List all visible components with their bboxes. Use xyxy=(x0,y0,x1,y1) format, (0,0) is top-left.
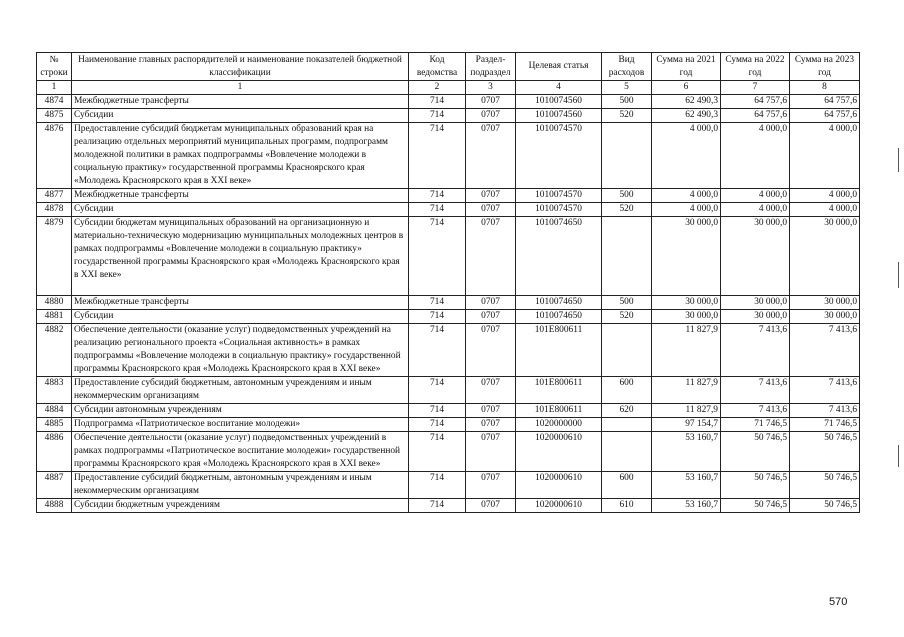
row-target-article: 1010074560 xyxy=(516,109,602,123)
row-department-code: 714 xyxy=(409,109,466,123)
row-name: Субсидии xyxy=(72,203,409,217)
column-number: 7 xyxy=(721,81,790,95)
row-name: Субсидии бюджетам муниципальных образований на организационную и материально-техническую модернизацию муниципальных молодежных центров в рамках подпрограммы «Вовлечение молодежи в социальную практику» государственной программы Красноярского края «Молодежь Красноярского края в XXI веке» xyxy=(72,217,409,296)
row-number: 4874 xyxy=(37,95,72,109)
row-department-code: 714 xyxy=(409,324,466,377)
row-sum-2022: 7 413,6 xyxy=(721,377,790,404)
header-sum-2023: Сумма на 2023 год xyxy=(790,53,860,81)
scan-edge-mark xyxy=(898,148,899,172)
row-name: Обеспечение деятельности (оказание услуг) подведомственных учреждений в рамках подпрограммы «Патриотическое воспитание молодежи» государственной программы Красноярского края «Молодежь Красноярского края в XXI веке» xyxy=(72,432,409,472)
row-sum-2021: 11 827,9 xyxy=(652,324,721,377)
row-sum-2021: 62 490,3 xyxy=(652,109,721,123)
table-row xyxy=(37,189,860,203)
table-row xyxy=(37,109,860,123)
row-number: 4884 xyxy=(37,404,72,418)
row-department-code: 714 xyxy=(409,123,466,189)
row-sum-2022: 4 000,0 xyxy=(721,123,790,189)
row-section: 0707 xyxy=(466,109,516,123)
row-sum-2023: 30 000,0 xyxy=(790,217,860,296)
row-target-article: 101E800611 xyxy=(516,324,602,377)
row-target-article: 1010074650 xyxy=(516,217,602,296)
row-sum-2023: 71 746,5 xyxy=(790,418,860,432)
table-row xyxy=(37,324,860,377)
header-target-article: Целевая статья xyxy=(516,53,602,81)
row-sum-2021: 11 827,9 xyxy=(652,377,721,404)
row-expense-type: 500 xyxy=(602,189,652,203)
row-number: 4888 xyxy=(37,499,72,513)
row-sum-2023: 7 413,6 xyxy=(790,404,860,418)
scan-edge-mark xyxy=(898,445,899,467)
row-expense-type xyxy=(602,324,652,377)
row-number: 4886 xyxy=(37,432,72,472)
row-name: Предоставление субсидий бюджетным, автономным учреждениям и иным некоммерческим организациям xyxy=(72,472,409,499)
table-header-row xyxy=(37,53,860,81)
row-name: Субсидии бюджетным учреждениям xyxy=(72,499,409,513)
row-target-article: 1010074650 xyxy=(516,310,602,324)
column-number: 3 xyxy=(466,81,516,95)
row-department-code: 714 xyxy=(409,189,466,203)
row-section: 0707 xyxy=(466,296,516,310)
table-row xyxy=(37,310,860,324)
row-expense-type: 600 xyxy=(602,377,652,404)
row-section: 0707 xyxy=(466,377,516,404)
row-target-article: 1020000000 xyxy=(516,418,602,432)
row-number: 4882 xyxy=(37,324,72,377)
table-row xyxy=(37,203,860,217)
row-sum-2021: 4 000,0 xyxy=(652,123,721,189)
row-sum-2023: 7 413,6 xyxy=(790,377,860,404)
row-sum-2023: 50 746,5 xyxy=(790,472,860,499)
row-sum-2021: 53 160,7 xyxy=(652,499,721,513)
row-sum-2022: 50 746,5 xyxy=(721,432,790,472)
table-row xyxy=(37,95,860,109)
header-department-code: Код ведомства xyxy=(409,53,466,81)
row-target-article: 1010074570 xyxy=(516,123,602,189)
table-row xyxy=(37,123,860,189)
row-section: 0707 xyxy=(466,499,516,513)
row-expense-type: 610 xyxy=(602,499,652,513)
row-sum-2022: 30 000,0 xyxy=(721,217,790,296)
row-sum-2021: 97 154,7 xyxy=(652,418,721,432)
row-department-code: 714 xyxy=(409,418,466,432)
row-section: 0707 xyxy=(466,404,516,418)
row-sum-2022: 30 000,0 xyxy=(721,310,790,324)
row-expense-type xyxy=(602,418,652,432)
row-expense-type: 520 xyxy=(602,109,652,123)
row-sum-2022: 30 000,0 xyxy=(721,296,790,310)
table-row xyxy=(37,432,860,472)
row-sum-2021: 30 000,0 xyxy=(652,310,721,324)
row-section: 0707 xyxy=(466,217,516,296)
row-name: Подпрограмма «Патриотическое воспитание молодежи» xyxy=(72,418,409,432)
row-department-code: 714 xyxy=(409,499,466,513)
row-target-article: 101E800611 xyxy=(516,404,602,418)
header-section: Раздел-подраздел xyxy=(466,53,516,81)
row-name: Субсидии автономным учреждениям xyxy=(72,404,409,418)
row-sum-2021: 4 000,0 xyxy=(652,189,721,203)
row-number: 4877 xyxy=(37,189,72,203)
row-sum-2023: 4 000,0 xyxy=(790,123,860,189)
row-name: Предоставление субсидий бюджетам муниципальных образований края на реализацию отдельных мероприятий муниципальных программ, подпрограмм молодежной политики в рамках подпрограммы «Вовлечение молодежи в социальную практику» государственной программы Красноярского края «Молодежь Красноярского края в XXI веке» xyxy=(72,123,409,189)
row-department-code: 714 xyxy=(409,310,466,324)
row-sum-2023: 64 757,6 xyxy=(790,95,860,109)
row-sum-2022: 64 757,6 xyxy=(721,109,790,123)
row-sum-2022: 4 000,0 xyxy=(721,189,790,203)
row-number: 4879 xyxy=(37,217,72,296)
row-section: 0707 xyxy=(466,189,516,203)
row-sum-2022: 7 413,6 xyxy=(721,404,790,418)
row-name: Предоставление субсидий бюджетным, автономным учреждениям и иным некоммерческим организациям xyxy=(72,377,409,404)
table-row xyxy=(37,418,860,432)
row-name: Обеспечение деятельности (оказание услуг) подведомственных учреждений на реализацию регионального проекта «Социальная активность» в рамках подпрограммы «Вовлечение молодежи в социальную практику» государственной программы Красноярского края «Молодежь Красноярского края в XXI веке» xyxy=(72,324,409,377)
row-sum-2021: 30 000,0 xyxy=(652,296,721,310)
table-row xyxy=(37,472,860,499)
row-section: 0707 xyxy=(466,418,516,432)
row-expense-type xyxy=(602,432,652,472)
row-section: 0707 xyxy=(466,324,516,377)
row-expense-type: 620 xyxy=(602,404,652,418)
table-row xyxy=(37,499,860,513)
row-sum-2021: 62 490,3 xyxy=(652,95,721,109)
row-sum-2022: 50 746,5 xyxy=(721,499,790,513)
row-expense-type xyxy=(602,123,652,189)
row-target-article: 1010074560 xyxy=(516,95,602,109)
table-row xyxy=(37,217,860,296)
budget-sheet xyxy=(36,52,859,513)
page-number: 570 xyxy=(829,596,848,608)
row-target-article: 1020000610 xyxy=(516,432,602,472)
row-sum-2023: 4 000,0 xyxy=(790,189,860,203)
table-row xyxy=(37,377,860,404)
row-section: 0707 xyxy=(466,203,516,217)
row-target-article: 101E800611 xyxy=(516,377,602,404)
row-expense-type: 500 xyxy=(602,296,652,310)
row-department-code: 714 xyxy=(409,296,466,310)
row-name: Субсидии xyxy=(72,310,409,324)
row-number: 4880 xyxy=(37,296,72,310)
row-name: Межбюджетные трансферты xyxy=(72,189,409,203)
header-row-number: № строки xyxy=(37,53,72,81)
row-sum-2022: 7 413,6 xyxy=(721,324,790,377)
column-number: 1 xyxy=(37,81,72,95)
row-sum-2023: 50 746,5 xyxy=(790,432,860,472)
row-sum-2023: 50 746,5 xyxy=(790,499,860,513)
row-expense-type: 600 xyxy=(602,472,652,499)
row-target-article: 1010074570 xyxy=(516,203,602,217)
row-sum-2021: 11 827,9 xyxy=(652,404,721,418)
row-sum-2023: 30 000,0 xyxy=(790,296,860,310)
row-target-article: 1020000610 xyxy=(516,499,602,513)
header-name: Наименование главных распорядителей и наименование показателей бюджетной классификации xyxy=(72,53,409,81)
column-number: 2 xyxy=(409,81,466,95)
row-number: 4878 xyxy=(37,203,72,217)
row-expense-type: 520 xyxy=(602,203,652,217)
header-expense-type: Вид расходов xyxy=(602,53,652,81)
row-expense-type: 500 xyxy=(602,95,652,109)
row-number: 4875 xyxy=(37,109,72,123)
row-section: 0707 xyxy=(466,432,516,472)
row-number: 4881 xyxy=(37,310,72,324)
row-sum-2023: 4 000,0 xyxy=(790,203,860,217)
row-sum-2023: 30 000,0 xyxy=(790,310,860,324)
row-number: 4883 xyxy=(37,377,72,404)
row-sum-2021: 53 160,7 xyxy=(652,472,721,499)
row-sum-2023: 7 413,6 xyxy=(790,324,860,377)
row-section: 0707 xyxy=(466,472,516,499)
column-number: 4 xyxy=(516,81,602,95)
column-number: 6 xyxy=(652,81,721,95)
row-section: 0707 xyxy=(466,95,516,109)
row-section: 0707 xyxy=(466,310,516,324)
row-sum-2022: 71 746,5 xyxy=(721,418,790,432)
column-number: 8 xyxy=(790,81,860,95)
row-sum-2021: 4 000,0 xyxy=(652,203,721,217)
row-department-code: 714 xyxy=(409,203,466,217)
row-number: 4887 xyxy=(37,472,72,499)
scan-edge-mark xyxy=(898,262,899,288)
row-department-code: 714 xyxy=(409,217,466,296)
row-target-article: 1010074570 xyxy=(516,189,602,203)
row-target-article: 1010074650 xyxy=(516,296,602,310)
row-department-code: 714 xyxy=(409,404,466,418)
budget-table xyxy=(36,52,860,513)
row-target-article: 1020000610 xyxy=(516,472,602,499)
row-name: Межбюджетные трансферты xyxy=(72,95,409,109)
row-sum-2022: 4 000,0 xyxy=(721,203,790,217)
column-number: 5 xyxy=(602,81,652,95)
column-number-row xyxy=(37,81,860,95)
row-department-code: 714 xyxy=(409,472,466,499)
row-sum-2021: 30 000,0 xyxy=(652,217,721,296)
row-department-code: 714 xyxy=(409,432,466,472)
row-section: 0707 xyxy=(466,123,516,189)
row-number: 4885 xyxy=(37,418,72,432)
row-name: Субсидии xyxy=(72,109,409,123)
row-sum-2023: 64 757,6 xyxy=(790,109,860,123)
row-expense-type: 520 xyxy=(602,310,652,324)
row-sum-2021: 53 160,7 xyxy=(652,432,721,472)
row-department-code: 714 xyxy=(409,95,466,109)
row-expense-type xyxy=(602,217,652,296)
header-sum-2022: Сумма на 2022 год xyxy=(721,53,790,81)
row-sum-2022: 64 757,6 xyxy=(721,95,790,109)
header-sum-2021: Сумма на 2021 год xyxy=(652,53,721,81)
column-number: 1 xyxy=(72,81,409,95)
row-number: 4876 xyxy=(37,123,72,189)
table-row xyxy=(37,404,860,418)
row-name: Межбюджетные трансферты xyxy=(72,296,409,310)
row-department-code: 714 xyxy=(409,377,466,404)
row-sum-2022: 50 746,5 xyxy=(721,472,790,499)
table-row xyxy=(37,296,860,310)
